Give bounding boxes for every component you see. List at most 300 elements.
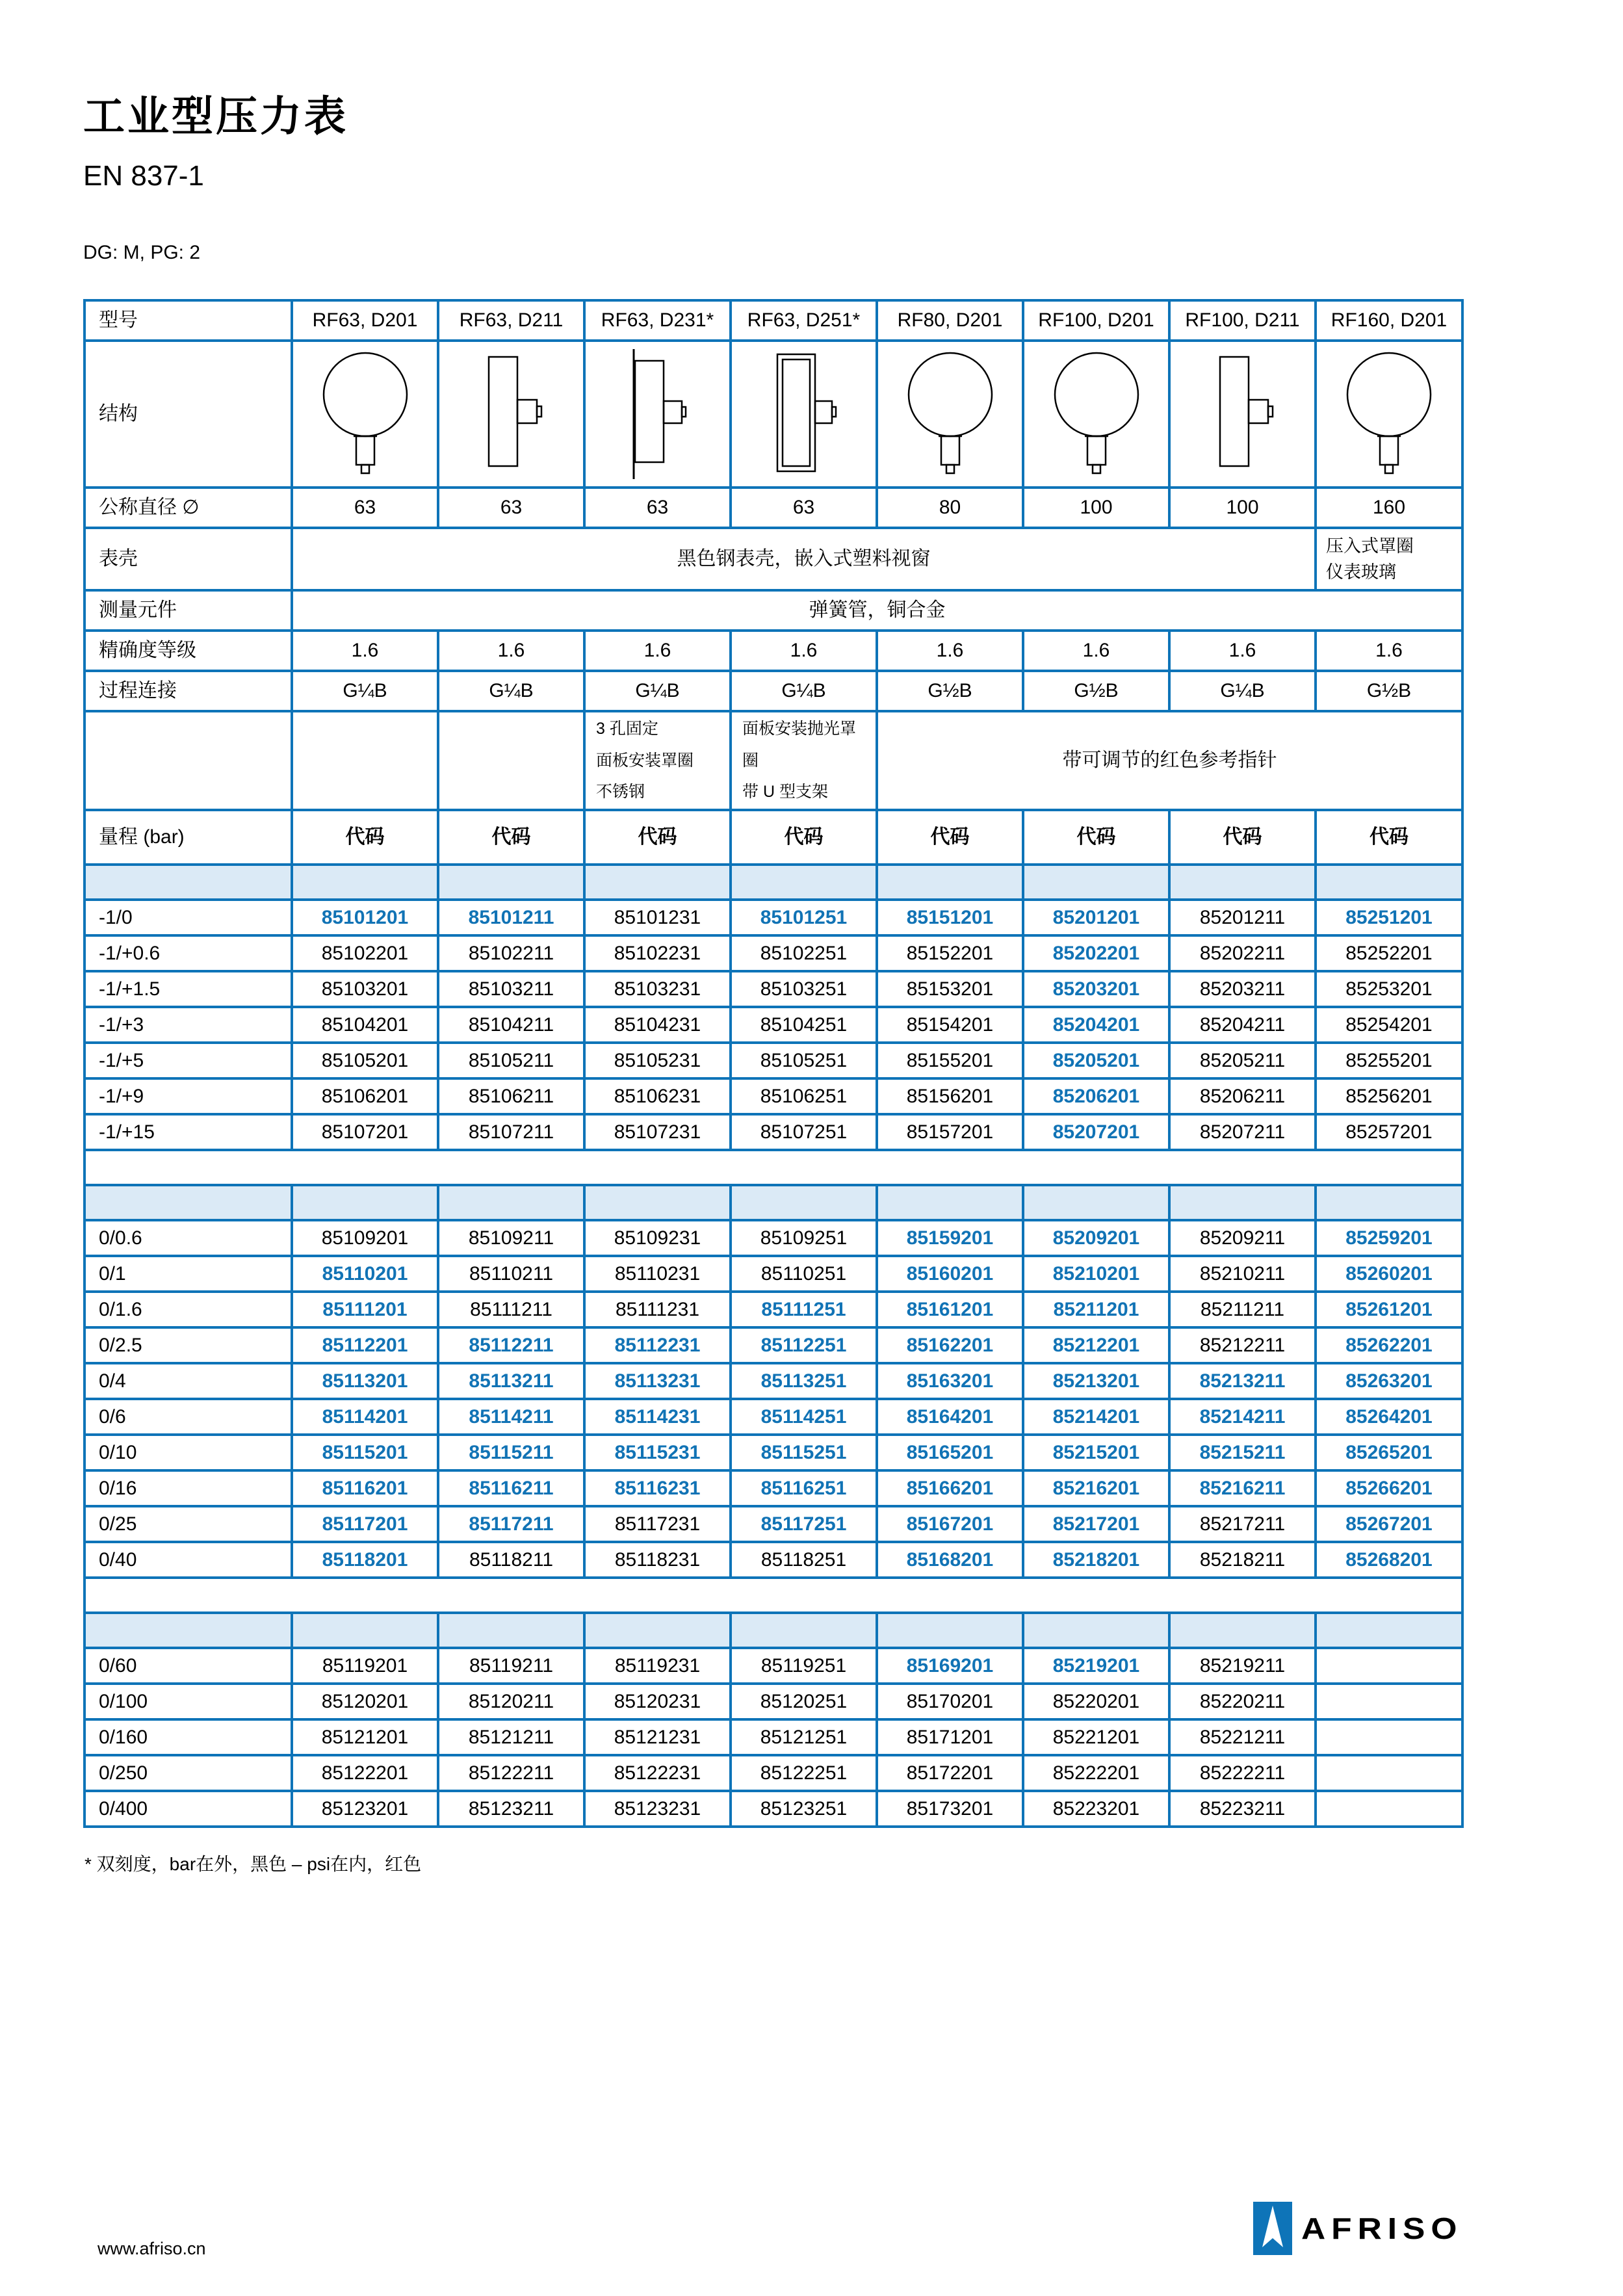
gauge-front-icon (902, 349, 999, 479)
code-cell: 85261201 (1316, 1292, 1462, 1327)
model-row (84, 300, 1462, 341)
accuracy-value: 1.6 (438, 631, 584, 671)
table-row (84, 1078, 1462, 1114)
band-cell (877, 1185, 1023, 1220)
code-cell: 85215201 (1023, 1435, 1169, 1470)
code-cell: 85151201 (877, 900, 1023, 935)
code-cell: 85264201 (1316, 1399, 1462, 1435)
code-cell: 85221211 (1169, 1719, 1316, 1755)
code-cell: 85213211 (1169, 1363, 1316, 1399)
table-row (84, 1470, 1462, 1506)
notes-empty-2 (438, 711, 584, 810)
band-row (84, 1185, 1462, 1220)
code-cell: 85103201 (292, 971, 438, 1007)
afriso-logo-icon (1253, 2202, 1292, 2255)
table-row (84, 1755, 1462, 1791)
website-link[interactable]: www.afriso.cn (97, 2239, 206, 2258)
code-cell: 85109251 (731, 1220, 877, 1256)
code-cell: 85123201 (292, 1791, 438, 1827)
notes-row-label (84, 711, 292, 810)
code-cell: 85109211 (438, 1220, 584, 1256)
code-cell: 85121231 (584, 1719, 731, 1755)
section-gap-cell (84, 1578, 1462, 1613)
code-cell: 85221201 (1023, 1719, 1169, 1755)
standard-label: EN 837-1 (83, 160, 204, 192)
code-cell: 85115231 (584, 1435, 731, 1470)
gauge-panel-icon (609, 349, 707, 479)
code-cell: 85255201 (1316, 1043, 1462, 1078)
code-cell: 85105211 (438, 1043, 584, 1078)
code-cell: 85216211 (1169, 1470, 1316, 1506)
range-cell: 0/4 (84, 1363, 292, 1399)
code-cell: 85117251 (731, 1506, 877, 1542)
code-cell: 85223211 (1169, 1791, 1316, 1827)
band-cell (1169, 865, 1316, 900)
table-row (84, 935, 1462, 971)
code-cell: 85252201 (1316, 935, 1462, 971)
code-cell: 85120211 (438, 1684, 584, 1719)
code-cell: 85152201 (877, 935, 1023, 971)
connection-value: G¼B (292, 671, 438, 711)
code-cell: 85122231 (584, 1755, 731, 1791)
accuracy-value: 1.6 (1023, 631, 1169, 671)
code-cell: 85106211 (438, 1078, 584, 1114)
table-row (84, 1007, 1462, 1043)
diameter-row-label: 公称直径 ∅ (84, 488, 292, 528)
note-d231 (584, 711, 731, 810)
band-cell (84, 1185, 292, 1220)
code-cell: 85111231 (584, 1292, 731, 1327)
band-cell (731, 1613, 877, 1648)
gauge-bracket-icon (755, 349, 853, 479)
code-cell: 85117231 (584, 1506, 731, 1542)
code-cell: 85106251 (731, 1078, 877, 1114)
band-cell (584, 1613, 731, 1648)
section-gap-cell (84, 1150, 1462, 1185)
band-cell (584, 865, 731, 900)
gauge-front-icon (1048, 349, 1145, 479)
code-cell: 85163201 (877, 1363, 1023, 1399)
note-d231-line1: 3 孔固定 (596, 719, 658, 738)
table-row (84, 900, 1462, 935)
code-cell: 85116211 (438, 1470, 584, 1506)
code-cell: 85251201 (1316, 900, 1462, 935)
code-cell: 85209201 (1023, 1220, 1169, 1256)
code-cell: 85116201 (292, 1470, 438, 1506)
code-cell: 85104251 (731, 1007, 877, 1043)
range-cell: 0/1 (84, 1256, 292, 1292)
code-cell: 85170201 (877, 1684, 1023, 1719)
code-header: 代码 (1023, 810, 1169, 865)
range-cell: 0/160 (84, 1719, 292, 1755)
code-cell (1316, 1755, 1462, 1791)
code-cell: 85218211 (1169, 1542, 1316, 1578)
code-cell: 85103251 (731, 971, 877, 1007)
code-cell: 85159201 (877, 1220, 1023, 1256)
code-cell: 85123231 (584, 1791, 731, 1827)
code-cell: 85115211 (438, 1435, 584, 1470)
range-cell: 0/2.5 (84, 1327, 292, 1363)
model-header: RF63, D201 (292, 300, 438, 341)
code-cell: 85118201 (292, 1542, 438, 1578)
code-cell: 85110211 (438, 1256, 584, 1292)
element-row-label: 测量元件 (84, 590, 292, 631)
code-cell: 85202201 (1023, 935, 1169, 971)
code-cell: 85101211 (438, 900, 584, 935)
band-cell (731, 1185, 877, 1220)
code-cell: 85113251 (731, 1363, 877, 1399)
code-cell: 85205201 (1023, 1043, 1169, 1078)
code-cell: 85118231 (584, 1542, 731, 1578)
code-cell: 85203211 (1169, 971, 1316, 1007)
code-cell: 85122251 (731, 1755, 877, 1791)
structure-cell (1169, 341, 1316, 488)
table-row (84, 1542, 1462, 1578)
code-cell (1316, 1648, 1462, 1684)
case-row-label: 表壳 (84, 528, 292, 590)
model-header: RF63, D211 (438, 300, 584, 341)
code-cell: 85217201 (1023, 1506, 1169, 1542)
code-cell: 85166201 (877, 1470, 1023, 1506)
code-cell: 85204201 (1023, 1007, 1169, 1043)
code-header: 代码 (1169, 810, 1316, 865)
accuracy-row (84, 631, 1462, 671)
code-cell: 85262201 (1316, 1327, 1462, 1363)
code-cell: 85105231 (584, 1043, 731, 1078)
gauge-back-icon (1194, 349, 1292, 479)
structure-row (84, 341, 1462, 488)
code-cell: 85164201 (877, 1399, 1023, 1435)
code-header: 代码 (877, 810, 1023, 865)
code-cell: 85254201 (1316, 1007, 1462, 1043)
band-cell (731, 865, 877, 900)
code-cell: 85105201 (292, 1043, 438, 1078)
code-cell: 85111211 (438, 1292, 584, 1327)
range-cell: -1/+1.5 (84, 971, 292, 1007)
band-cell (292, 1613, 438, 1648)
range-header-label: 量程 (bar) (84, 810, 292, 865)
code-cell: 85201211 (1169, 900, 1316, 935)
code-cell: 85112251 (731, 1327, 877, 1363)
page-title: 工业型压力表 (83, 93, 348, 140)
code-cell: 85109231 (584, 1220, 731, 1256)
code-cell: 85215211 (1169, 1435, 1316, 1470)
band-cell (1023, 1613, 1169, 1648)
band-cell (292, 1185, 438, 1220)
range-cell: 0/100 (84, 1684, 292, 1719)
band-cell (438, 1185, 584, 1220)
table-row (84, 1648, 1462, 1684)
code-cell: 85160201 (877, 1256, 1023, 1292)
code-cell: 85109201 (292, 1220, 438, 1256)
code-cell: 85165201 (877, 1435, 1023, 1470)
code-cell: 85212211 (1169, 1327, 1316, 1363)
diameter-value: 63 (584, 488, 731, 528)
accuracy-value: 1.6 (1169, 631, 1316, 671)
code-cell: 85256201 (1316, 1078, 1462, 1114)
band-cell (1316, 865, 1462, 900)
note-d251-line2: 带 U 型支架 (742, 783, 828, 802)
code-cell: 85121211 (438, 1719, 584, 1755)
diameter-value: 100 (1169, 488, 1316, 528)
code-cell: 85201201 (1023, 900, 1169, 935)
afriso-logo (1253, 2201, 1463, 2256)
code-cell: 85110231 (584, 1256, 731, 1292)
diameter-value: 100 (1023, 488, 1169, 528)
code-cell: 85214201 (1023, 1399, 1169, 1435)
table-row (84, 1791, 1462, 1827)
code-cell: 85114231 (584, 1399, 731, 1435)
range-header-row (84, 810, 1462, 865)
connection-row-label: 过程连接 (84, 671, 292, 711)
code-cell: 85112201 (292, 1327, 438, 1363)
gauge-front-icon (317, 349, 414, 479)
code-cell: 85265201 (1316, 1435, 1462, 1470)
code-cell: 85219211 (1169, 1648, 1316, 1684)
range-cell: -1/+9 (84, 1078, 292, 1114)
code-cell: 85263201 (1316, 1363, 1462, 1399)
code-cell: 85222201 (1023, 1755, 1169, 1791)
code-cell: 85168201 (877, 1542, 1023, 1578)
band-cell (877, 865, 1023, 900)
table-row (84, 1292, 1462, 1327)
code-cell: 85114251 (731, 1399, 877, 1435)
code-cell: 85101201 (292, 900, 438, 935)
notes-row (84, 711, 1462, 810)
code-cell: 85220201 (1023, 1684, 1169, 1719)
code-cell: 85120231 (584, 1684, 731, 1719)
code-cell: 85107251 (731, 1114, 877, 1150)
model-header: RF160, D201 (1316, 300, 1462, 341)
note-red-pointer: 带可调节的红色参考指针 (877, 711, 1462, 810)
accuracy-row-label: 精确度等级 (84, 631, 292, 671)
code-cell: 85259201 (1316, 1220, 1462, 1256)
model-row-label: 型号 (84, 300, 292, 341)
band-cell (584, 1185, 731, 1220)
section-gap (84, 1578, 1462, 1613)
code-cell: 85161201 (877, 1292, 1023, 1327)
structure-cell (438, 341, 584, 488)
code-cell: 85121251 (731, 1719, 877, 1755)
code-cell: 85223201 (1023, 1791, 1169, 1827)
range-cell: -1/0 (84, 900, 292, 935)
connection-value: G¼B (731, 671, 877, 711)
range-cell: -1/+3 (84, 1007, 292, 1043)
range-cell: 0/10 (84, 1435, 292, 1470)
code-cell: 85104211 (438, 1007, 584, 1043)
afriso-wordmark: AFRISO (1301, 2211, 1463, 2245)
code-cell (1316, 1684, 1462, 1719)
code-cell: 85207201 (1023, 1114, 1169, 1150)
connection-value: G¼B (584, 671, 731, 711)
accuracy-value: 1.6 (584, 631, 731, 671)
band-row (84, 865, 1462, 900)
case-row (84, 528, 1462, 590)
code-cell: 85207211 (1169, 1114, 1316, 1150)
table-row (84, 1506, 1462, 1542)
code-cell: 85120251 (731, 1684, 877, 1719)
code-cell: 85257201 (1316, 1114, 1462, 1150)
table-row (84, 1399, 1462, 1435)
band-cell (292, 865, 438, 900)
note-d231-line2: 面板安装罩圈 (596, 751, 694, 770)
code-cell: 85113201 (292, 1363, 438, 1399)
code-cell: 85220211 (1169, 1684, 1316, 1719)
code-cell: 85116251 (731, 1470, 877, 1506)
case-rf160-line2: 仪表玻璃 (1326, 562, 1396, 582)
code-cell: 85210201 (1023, 1256, 1169, 1292)
range-cell: 0/16 (84, 1470, 292, 1506)
model-header: RF63, D251* (731, 300, 877, 341)
table-row (84, 1220, 1462, 1256)
code-cell: 85203201 (1023, 971, 1169, 1007)
structure-cell (292, 341, 438, 488)
code-cell: 85123211 (438, 1791, 584, 1827)
band-cell (84, 1613, 292, 1648)
connection-row (84, 671, 1462, 711)
code-cell: 85153201 (877, 971, 1023, 1007)
code-cell: 85106201 (292, 1078, 438, 1114)
code-cell: 85119251 (731, 1648, 877, 1684)
code-cell: 85212201 (1023, 1327, 1169, 1363)
notes-empty-1 (292, 711, 438, 810)
accuracy-value: 1.6 (877, 631, 1023, 671)
code-cell: 85172201 (877, 1755, 1023, 1791)
code-cell: 85206201 (1023, 1078, 1169, 1114)
code-cell: 85107211 (438, 1114, 584, 1150)
code-cell: 85216201 (1023, 1470, 1169, 1506)
structure-cell (584, 341, 731, 488)
band-cell (1023, 1185, 1169, 1220)
code-cell: 85209211 (1169, 1220, 1316, 1256)
code-cell: 85115201 (292, 1435, 438, 1470)
code-cell: 85214211 (1169, 1399, 1316, 1435)
diameter-value: 63 (292, 488, 438, 528)
product-table (83, 299, 1464, 1828)
code-cell: 85117201 (292, 1506, 438, 1542)
table-row (84, 1114, 1462, 1150)
code-cell: 85155201 (877, 1043, 1023, 1078)
case-description-rf160 (1316, 528, 1462, 590)
range-cell: 0/40 (84, 1542, 292, 1578)
element-description: 弹簧管，铜合金 (292, 590, 1462, 631)
code-cell: 85101231 (584, 900, 731, 935)
code-cell: 85260201 (1316, 1256, 1462, 1292)
code-cell: 85104201 (292, 1007, 438, 1043)
code-cell: 85120201 (292, 1684, 438, 1719)
code-header: 代码 (292, 810, 438, 865)
code-cell: 85101251 (731, 900, 877, 935)
accuracy-value: 1.6 (731, 631, 877, 671)
code-cell: 85121201 (292, 1719, 438, 1755)
range-cell: 0/400 (84, 1791, 292, 1827)
code-cell: 85157201 (877, 1114, 1023, 1150)
product-table-wrap (83, 299, 1468, 1876)
table-row (84, 1043, 1462, 1078)
code-cell: 85268201 (1316, 1542, 1462, 1578)
diameter-value: 63 (438, 488, 584, 528)
diameter-value: 160 (1316, 488, 1462, 528)
element-row (84, 590, 1462, 631)
code-cell: 85169201 (877, 1648, 1023, 1684)
accuracy-value: 1.6 (292, 631, 438, 671)
model-header: RF80, D201 (877, 300, 1023, 341)
structure-cell (731, 341, 877, 488)
code-cell: 85111201 (292, 1292, 438, 1327)
table-row (84, 1327, 1462, 1363)
code-cell: 85222211 (1169, 1755, 1316, 1791)
band-cell (877, 1613, 1023, 1648)
code-cell: 85217211 (1169, 1506, 1316, 1542)
structure-cell (877, 341, 1023, 488)
code-cell: 85123251 (731, 1791, 877, 1827)
band-cell (438, 1613, 584, 1648)
code-cell: 85107231 (584, 1114, 731, 1150)
diameter-value: 63 (731, 488, 877, 528)
code-cell: 85167201 (877, 1506, 1023, 1542)
range-cell: -1/+0.6 (84, 935, 292, 971)
note-d231-line3: 不锈钢 (596, 783, 645, 802)
connection-value: G½B (1316, 671, 1462, 711)
code-cell: 85205211 (1169, 1043, 1316, 1078)
code-cell: 85122201 (292, 1755, 438, 1791)
diameter-row (84, 488, 1462, 528)
code-cell: 85113231 (584, 1363, 731, 1399)
table-row (84, 1363, 1462, 1399)
code-cell: 85112211 (438, 1327, 584, 1363)
code-cell: 85206211 (1169, 1078, 1316, 1114)
code-cell: 85204211 (1169, 1007, 1316, 1043)
code-cell: 85110251 (731, 1256, 877, 1292)
code-cell: 85117211 (438, 1506, 584, 1542)
connection-value: G½B (877, 671, 1023, 711)
code-cell (1316, 1791, 1462, 1827)
range-cell: 0/25 (84, 1506, 292, 1542)
range-cell: 0/250 (84, 1755, 292, 1791)
note-d251-line1: 面板安装抛光罩圈 (742, 719, 857, 770)
range-cell: -1/+15 (84, 1114, 292, 1150)
footnote: * 双刻度，bar在外，黑色 – psi在内，红色 (84, 1854, 422, 1874)
code-cell: 85103231 (584, 971, 731, 1007)
connection-value: G½B (1023, 671, 1169, 711)
structure-cell (1316, 341, 1462, 488)
model-header: RF100, D201 (1023, 300, 1169, 341)
code-cell: 85102211 (438, 935, 584, 971)
table-row (84, 1256, 1462, 1292)
code-cell (1316, 1719, 1462, 1755)
code-cell: 85106231 (584, 1078, 731, 1114)
code-cell: 85219201 (1023, 1648, 1169, 1684)
code-cell: 85154201 (877, 1007, 1023, 1043)
table-row (84, 1435, 1462, 1470)
note-d251 (731, 711, 877, 810)
code-cell: 85111251 (731, 1292, 877, 1327)
band-cell (1169, 1613, 1316, 1648)
code-cell: 85116231 (584, 1470, 731, 1506)
case-description: 黑色钢表壳，嵌入式塑料视窗 (292, 528, 1316, 590)
table-row (84, 1719, 1462, 1755)
code-cell: 85110201 (292, 1256, 438, 1292)
connection-value: G¼B (1169, 671, 1316, 711)
code-cell: 85114211 (438, 1399, 584, 1435)
band-cell (1169, 1185, 1316, 1220)
code-cell: 85171201 (877, 1719, 1023, 1755)
code-cell: 85115251 (731, 1435, 877, 1470)
model-header: RF63, D231* (584, 300, 731, 341)
connection-value: G¼B (438, 671, 584, 711)
range-cell: 0/1.6 (84, 1292, 292, 1327)
code-cell: 85103211 (438, 971, 584, 1007)
